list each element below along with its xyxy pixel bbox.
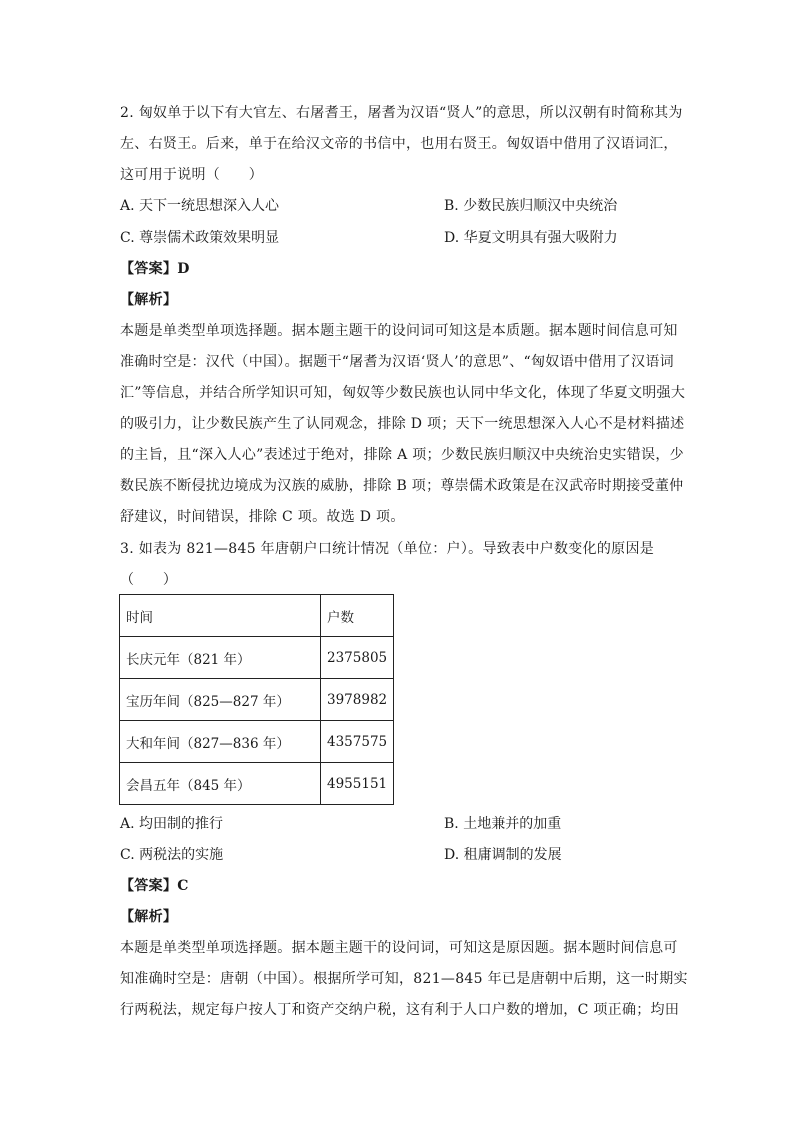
q2-analysis-line-1: 本题是单类型单项选择题。据本题主题干的设问词可知这是本质题。据本题时间信息可知 xyxy=(120,323,678,339)
q2-analysis-line-7: 舒建议，时间错误，排除 C 项。故选 D 项。 xyxy=(120,509,405,525)
q3-option-a: A. 均田制的推行 xyxy=(120,816,224,832)
table-cell-households: 4955151 xyxy=(321,763,394,805)
q2-analysis-line-4: 的吸引力，让少数民族产生了认同观念，排除 D 项；天下一统思想深入人心不是材料描述 xyxy=(120,416,685,432)
table-row xyxy=(120,763,394,805)
q2-stem-line-3: 这可用于说明（ ） xyxy=(120,167,263,183)
q2-analysis-title: 【解析】 xyxy=(120,292,178,308)
q2-analysis-line-3: 汇”等信息，并结合所学知识可知，匈奴等少数民族也认同中华文化，体现了华夏文明强大 xyxy=(120,385,686,401)
q3-option-d: D. 租庸调制的发展 xyxy=(444,847,562,863)
household-table xyxy=(119,594,394,805)
q2-option-b: B. 少数民族归顺汉中央统治 xyxy=(444,198,618,214)
q2-stem-line-2: 左、右贤王。后来，单于在给汉文帝的书信中，也用右贤王。匈奴语中借用了汉语词汇， xyxy=(120,136,678,152)
q2-stem-line-1: 2. 匈奴单于以下有大官左、右屠耆王，屠耆为汉语“贤人”的意思，所以汉朝有时简称其为 xyxy=(120,105,683,121)
q3-answer: 【答案】C xyxy=(120,878,189,894)
table-cell-households: 4357575 xyxy=(321,721,394,763)
table-header-households: 户数 xyxy=(321,595,394,637)
q3-option-b: B. 土地兼并的加重 xyxy=(444,816,562,832)
q3-analysis-title: 【解析】 xyxy=(120,909,178,925)
q2-analysis-line-2: 准确时空是：汉代（中国）。据题干“屠耆为汉语‘贤人’的意思”、“匈奴语中借用了汉语词 xyxy=(120,354,674,370)
q3-stem-line-2: （ ） xyxy=(120,572,178,588)
table-cell-households: 2375805 xyxy=(321,637,394,679)
q2-analysis-line-5: 的主旨，且“深入人心”表述过于绝对，排除 A 项；少数民族归顺汉中央统治史实错误，少 xyxy=(120,447,684,463)
q3-analysis-line-1: 本题是单类型单项选择题。据本题主题干的设问词，可知这是原因题。据本题时间信息可 xyxy=(120,940,678,956)
q3-analysis-line-2: 知准确时空是：唐朝（中国）。根据所学可知，821—845 年已是唐朝中后期，这一时期实 xyxy=(120,971,688,987)
q3-stem-line-1: 3. 如表为 821—845 年唐朝户口统计情况（单位：户）。导致表中户数变化的原因是 xyxy=(120,541,655,557)
table-cell-time: 会昌五年（845 年） xyxy=(120,763,321,805)
table-cell-time: 宝历年间（825—827 年） xyxy=(120,679,321,721)
table-cell-time: 大和年间（827—836 年） xyxy=(120,721,321,763)
q3-analysis-line-3: 行两税法，规定每户按人丁和资产交纳户税，这有利于人口户数的增加，C 项正确；均田 xyxy=(120,1002,680,1018)
q2-option-c: C. 尊崇儒术政策效果明显 xyxy=(120,230,280,246)
table-cell-time: 长庆元年（821 年） xyxy=(120,637,321,679)
table-cell-households: 3978982 xyxy=(321,679,394,721)
q3-option-c: C. 两税法的实施 xyxy=(120,847,224,863)
table-row xyxy=(120,721,394,763)
q2-answer: 【答案】D xyxy=(120,261,190,277)
q2-option-a: A. 天下一统思想深入人心 xyxy=(120,198,280,214)
table-header-time: 时间 xyxy=(120,595,321,637)
table-row xyxy=(120,679,394,721)
table-row xyxy=(120,637,394,679)
q2-analysis-line-6: 数民族不断侵扰边境成为汉族的威胁，排除 B 项；尊崇儒术政策是在汉武帝时期接受董仲 xyxy=(120,478,684,494)
table-header-row xyxy=(120,595,394,637)
q2-option-d: D. 华夏文明具有强大吸附力 xyxy=(444,230,618,246)
